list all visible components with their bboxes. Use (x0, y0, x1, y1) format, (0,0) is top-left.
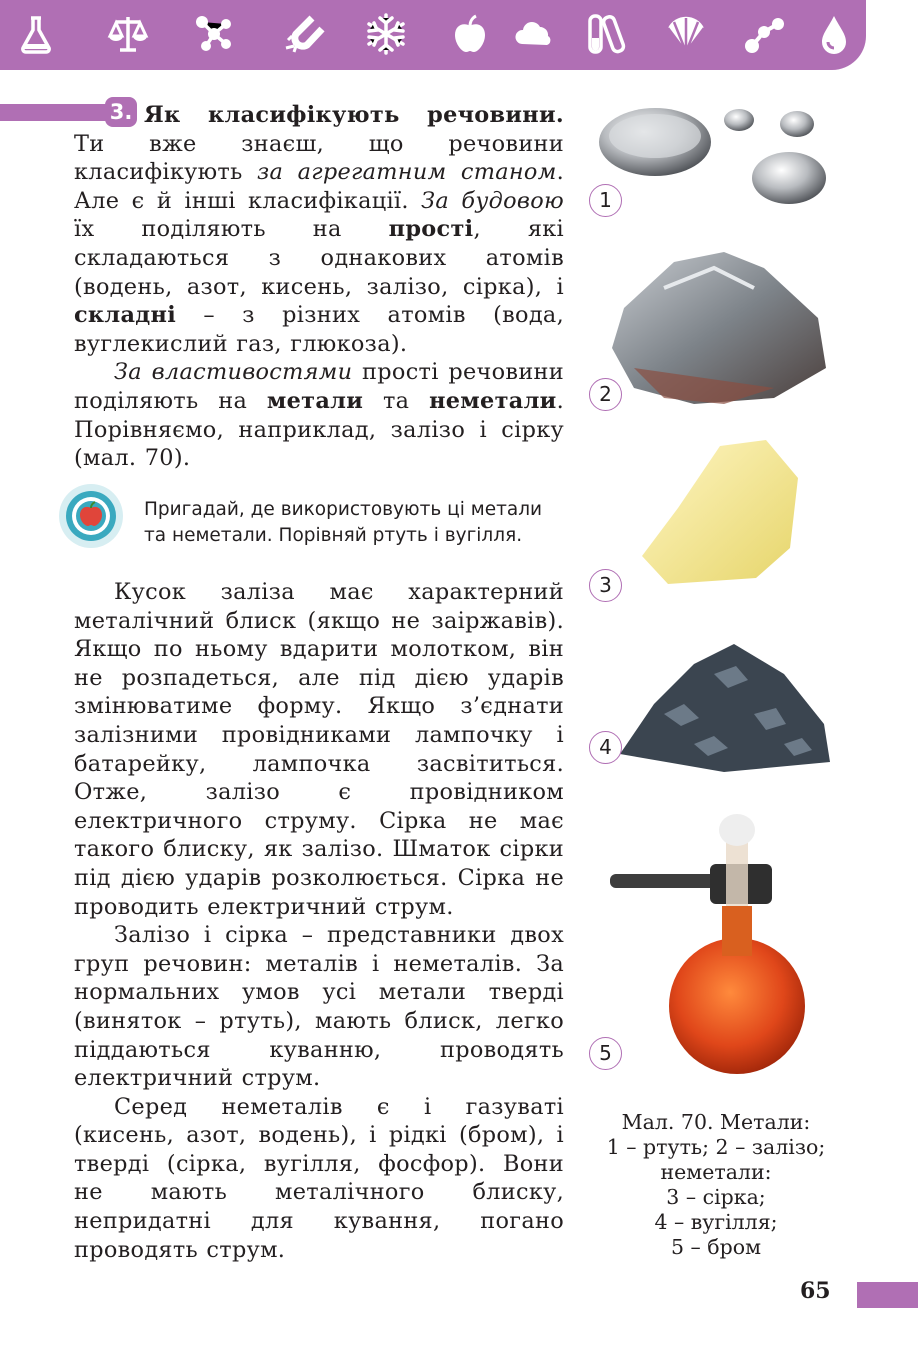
key-term: прості (388, 216, 474, 243)
tip-text (144, 497, 574, 549)
iron-photo (604, 248, 834, 408)
text-run: . Порівняємо, наприклад, залізо і сірку (мал. 70). (74, 387, 564, 472)
caption-line: 3 – сірка; (666, 1185, 766, 1209)
figure-label-1: 1 (589, 184, 622, 217)
apple-icon (448, 12, 492, 56)
header-bar (0, 0, 866, 70)
caption-line: неметали: (660, 1160, 772, 1184)
figure-caption (586, 1110, 846, 1260)
molecule-icon (192, 12, 236, 56)
figure-label-3: 3 (589, 569, 622, 602)
snowflake-icon (364, 12, 408, 56)
paragraph-classification (74, 101, 564, 358)
emphasis-term: за агрегатним станом (256, 159, 557, 186)
caption-line: 5 – бром (670, 1235, 762, 1259)
paragraph-nonmetals: Серед неметалів є і газуваті (кисень, азот, водень), і рідкі (бром), і тверді (сірка, вугілля, фосфор). Вони не мають металічного блиску, непридатні для кування, погано проводять струм. (74, 1093, 564, 1263)
text-run: та (363, 387, 430, 414)
section-body (74, 578, 564, 1264)
paragraph-properties (74, 358, 564, 472)
coal-photo (614, 634, 834, 774)
key-term: складні (74, 302, 177, 329)
drop-icon (812, 12, 856, 56)
emphasis-term: За властивостями (114, 359, 353, 386)
caption-line: Мал. 70. Метали: (621, 1110, 811, 1134)
paragraph-iron-sulfur: Кусок заліза має характерний металічний блиск (якщо не заіржавів). Якщо по ньому вдарити молотком, він не розпадеться, але під дією ударів змінюватиме форму. Якщо з’єднати залізними провідниками лампочку і батарейку, лампочка засвітиться. Отже, залізо є провідником електричного струму. Сірка не має такого блиску, як залізо. Шматок сірки під дією ударів розколюється. Сірка не проводить електричний струм. (74, 579, 564, 920)
text-run: їх поділяють на (74, 216, 389, 243)
cloud-icon (512, 12, 556, 56)
caption-line: 4 – вугілля; (654, 1210, 778, 1234)
text-run: , які складаються з однакових атомів (водень, азот, кисень, залізо, сірка), і (74, 216, 565, 300)
shell-icon (664, 12, 708, 56)
tip-line: Пригадай, де використовують ці метали (144, 499, 543, 520)
page-number: 65 (800, 1278, 831, 1304)
figure-label-2: 2 (589, 378, 622, 411)
scales-icon (106, 12, 150, 56)
paragraph-metals: Залізо і сірка – представники двох груп речовин: металів і неметалів. За нормальних умов усі метали тверді (виняток – ртуть), мають блиск, легко піддаються куванню, проводять електричний струм. (74, 922, 564, 1092)
page-number-bar (857, 1282, 918, 1308)
flask-icon (14, 12, 58, 56)
section-title: Як класифікують речовини. (144, 102, 564, 128)
tip-line: та неметали. Порівняй ртуть і вугілля. (144, 525, 523, 546)
caption-line: 1 – ртуть; 2 – залізо; (606, 1135, 826, 1159)
text-run: . Але є й інші класифікації. (74, 159, 564, 214)
figure-label-4: 4 (589, 731, 622, 764)
section-intro (74, 101, 564, 473)
text-run: – з різних атомів (вода, вуглекислий газ, глюкоза). (74, 302, 564, 357)
apple-target-icon (57, 482, 125, 550)
key-term: метали (266, 387, 364, 414)
sulfur-photo (638, 438, 808, 588)
chain-molecule-icon (742, 12, 786, 56)
magnet-icon (282, 12, 326, 56)
bromine-flask-photo (602, 806, 832, 1076)
figure-label-5: 5 (589, 1037, 622, 1070)
text-run: Ти вже знаєш, що речовини класифікують (74, 130, 564, 186)
mercury-photo (598, 100, 834, 215)
emphasis-term: За будовою (421, 187, 565, 214)
text-run: прості речовини поділяють на (74, 359, 564, 414)
test-tubes-icon (584, 12, 628, 56)
key-term: неметали (429, 387, 557, 414)
section-number: 3. (105, 97, 137, 127)
